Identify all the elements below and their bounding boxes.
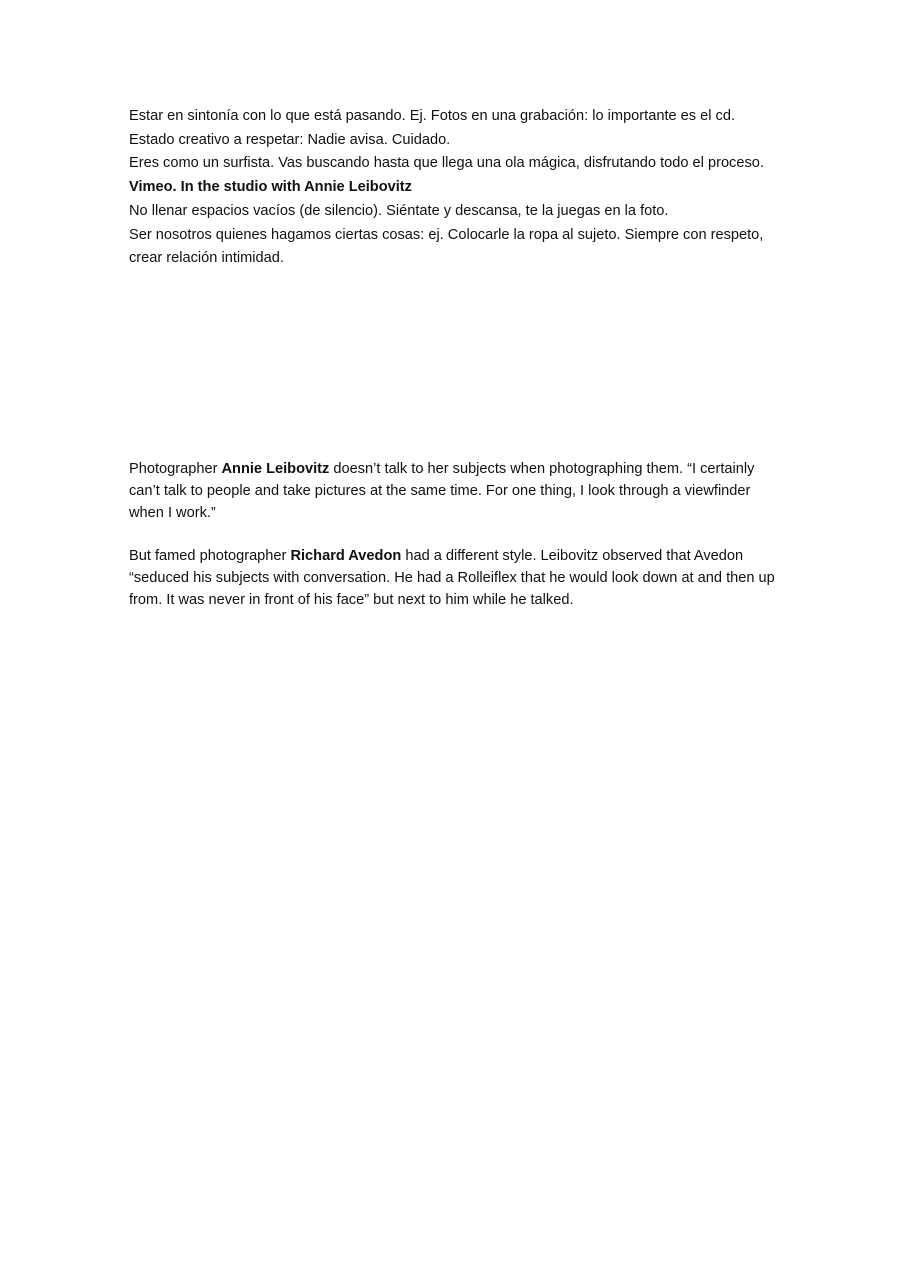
note-line: Eres como un surfista. Vas buscando hasta que llega una ola mágica, disfrutando todo el proceso. bbox=[129, 155, 764, 172]
paragraph-text: But famed photographer bbox=[129, 548, 291, 564]
note-line: Ser nosotros quienes hagamos ciertas cosas: ej. Colocarle la ropa al sujeto. Siempre con respeto, crear relación intimidad. bbox=[129, 226, 764, 267]
notes-section bbox=[129, 105, 789, 271]
paragraph-text: Photographer bbox=[129, 461, 222, 477]
photographer-name: Richard Avedon bbox=[290, 548, 402, 564]
note-line: Estado creativo a respetar: Nadie avisa. Cuidado. bbox=[129, 131, 451, 148]
leibovitz-paragraph bbox=[129, 458, 789, 524]
video-heading: Vimeo. In the studio with Annie Leibovitz bbox=[129, 179, 412, 196]
paragraph-text: doesn’t talk to her subjects when photographing them. “I certainly can’t talk to people and take pictures at the same time. For one thing, I look through a viewfinder when I work.” bbox=[129, 461, 755, 521]
note-line: No llenar espacios vacíos (de silencio). Siéntate y descansa, te la juegas en la foto. bbox=[129, 202, 669, 219]
photographer-name: Annie Leibovitz bbox=[221, 461, 330, 477]
paragraph-text: had a different style. Leibovitz observed that Avedon “seduced his subjects with conversation. He had a Rolleiflex that he would look down at and then up from. It was never in front of his face” but next to him while he talked. bbox=[129, 548, 775, 608]
avedon-paragraph bbox=[129, 545, 789, 611]
note-line: Estar en sintonía con lo que está pasando. Ej. Fotos en una grabación: lo importante es el cd. bbox=[129, 108, 736, 124]
quote-section bbox=[129, 458, 789, 611]
